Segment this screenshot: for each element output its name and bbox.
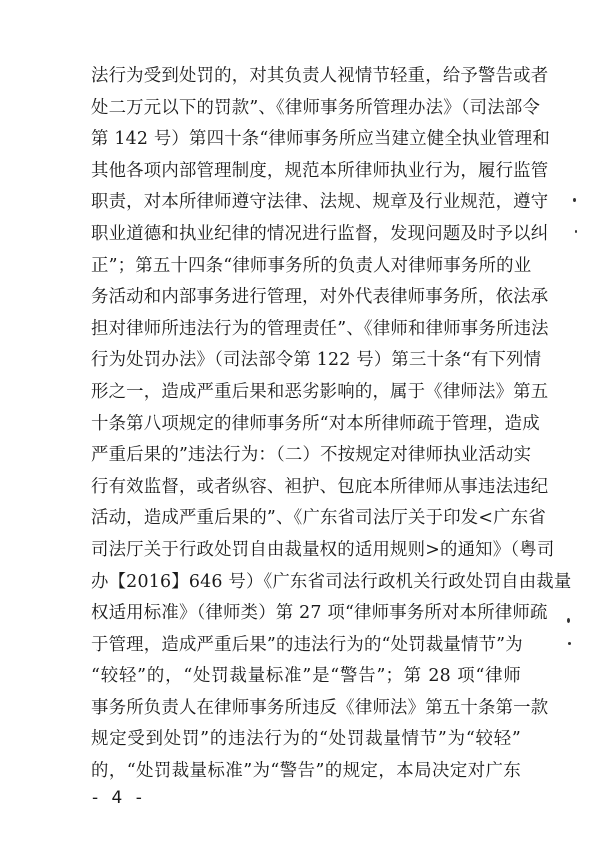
- scan-speck: [573, 198, 576, 202]
- scan-speck: [575, 230, 577, 233]
- text-line: 行有效监督，或者纵容、袒护、包庇本所律师从事违法违纪: [91, 476, 549, 497]
- text-line: 权适用标准》（律师类）第 27 项“律师事务所对本所律师疏: [91, 603, 548, 624]
- body-text: [91, 61, 572, 788]
- text-line: 事务所负责人在律师事务所违反《律师法》第五十条第一款: [91, 697, 549, 718]
- text-line: 第 142 号）第四十条“律师事务所应当建立健全执业管理和: [91, 129, 550, 150]
- text-line: 于管理，造成严重后果”的违法行为的“处罚裁量情节”为: [91, 634, 523, 655]
- text-line: 处二万元以下的罚款”、《律师事务所管理办法》（司法部令: [91, 97, 541, 118]
- text-line: 严重后果的”违法行为：（二）不按规定对律师执业活动实: [91, 445, 532, 466]
- text-line: 的，“处罚裁量标准”为“警告”的规定，本局决定对广东: [91, 761, 521, 782]
- text-line: 职业道德和执业纪律的情况进行监督，发现问题及时予以纠: [91, 223, 549, 244]
- text-line: 务活动和内部事务进行管理，对外代表律师事务所，依法承: [91, 287, 549, 308]
- scan-speck: [567, 618, 570, 623]
- text-line: 规定受到处罚”的违法行为的“处罚裁量情节”为“较轻”: [91, 729, 521, 750]
- text-line: 职责，对本所律师遵守法律、法规、规章及行业规范，遵守: [91, 192, 549, 213]
- text-line: 法行为受到处罚的，对其负责人视情节轻重，给予警告或者: [91, 66, 549, 86]
- text-line: 司法厅关于行政处罚自由裁量权的适用规则>的通知》（粤司: [91, 539, 555, 560]
- page-number: - 4 -: [92, 788, 146, 808]
- scan-speck: [568, 642, 571, 645]
- text-line: 行为处罚办法》（司法部令第 122 号）第三十条“有下列情: [91, 350, 542, 371]
- text-line: 活动，造成严重后果的”、《广东省司法厅关于印发<广东省: [91, 508, 546, 529]
- text-line: 十条第八项规定的律师事务所“对本所律师疏于管理，造成: [91, 413, 540, 434]
- text-line: 担对律师所违法行为的管理责任”、《律师和律师事务所违法: [91, 318, 549, 339]
- text-line: 正”；第五十四条“律师事务所的负责人对律师事务所的业: [91, 255, 532, 276]
- text-line: 形之一，造成严重后果和恶劣影响的，属于《律师法》第五: [91, 381, 549, 402]
- text-line: “较轻”的，“处罚裁量标准”是“警告”；第 28 项“律师: [91, 666, 521, 687]
- text-line: 其他各项内部管理制度，规范本所律师执业行为，履行监管: [91, 160, 549, 181]
- text-line: 办【2016】646 号）《广东省司法行政机关行政处罚自由裁量: [91, 571, 572, 592]
